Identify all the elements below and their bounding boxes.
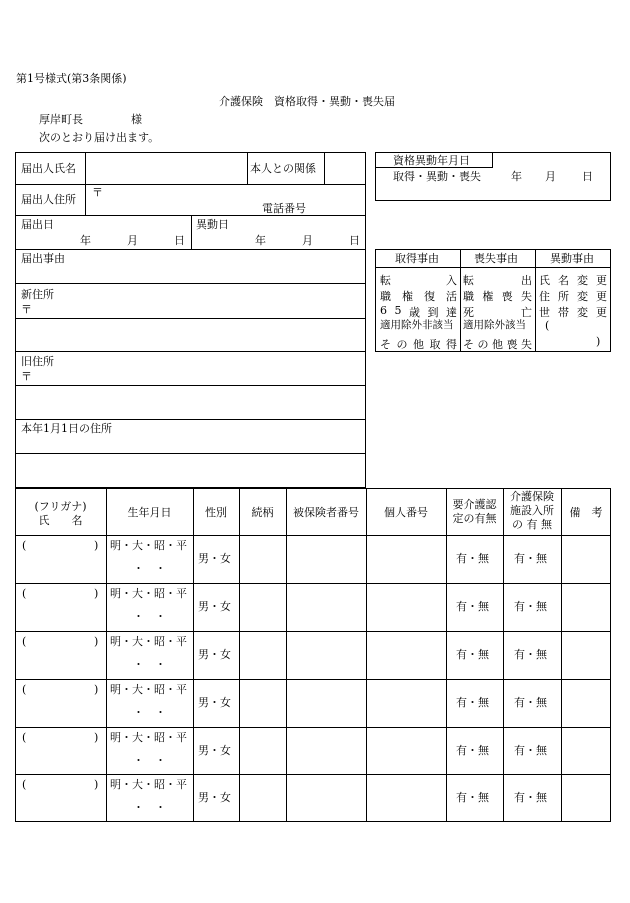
table-row <box>15 774 611 821</box>
loss-reason-item: 転 出 <box>463 274 532 287</box>
form-title: 介護保険 資格取得・異動・喪失届 <box>219 95 395 108</box>
facility-options: 有・無 <box>514 552 547 565</box>
right-year: 年 <box>511 170 522 183</box>
table-row <box>15 535 611 582</box>
acq-reason-item: 職 権 復 活 <box>380 290 457 303</box>
facility-options: 有・無 <box>514 600 547 613</box>
facility-options: 有・無 <box>514 744 547 757</box>
care-cert-options: 有・無 <box>456 744 489 757</box>
sex-options: 男・女 <box>198 648 231 661</box>
name-paren-close: ) <box>94 731 99 744</box>
intro-text: 次のとおり届け出ます。 <box>39 131 160 144</box>
change-reason-item: 世 帯 変 更 <box>539 306 607 319</box>
care-cert-options: 有・無 <box>456 552 489 565</box>
honorific: 様 <box>131 113 142 126</box>
old-address-label: 旧住所 <box>21 355 54 368</box>
col-relation-header: 続柄 <box>251 506 274 519</box>
name-paren-open: ( <box>22 587 27 600</box>
name-paren-close: ) <box>94 635 99 648</box>
table-row <box>15 631 611 678</box>
acq-change-loss-label: 取得・異動・喪失 <box>393 170 481 183</box>
era-options: 明・大・昭・平 <box>110 683 187 696</box>
sex-options: 男・女 <box>198 696 231 709</box>
acq-reason-item: 適用除外非該当 <box>380 319 454 331</box>
change-reason-item: 氏 名 変 更 <box>539 274 607 287</box>
date-dots: ・ ・ <box>133 754 166 767</box>
era-options: 明・大・昭・平 <box>110 731 187 744</box>
applicant-name-label: 届出人氏名 <box>21 162 76 175</box>
care-cert-options: 有・無 <box>456 791 489 804</box>
change-ym-label: 資格異動年月日 <box>393 154 470 167</box>
applicant-address-label: 届出人住所 <box>21 193 76 206</box>
col-personal-no-header: 個人番号 <box>384 506 428 519</box>
table-row <box>15 679 611 726</box>
phone-label: 電話番号 <box>262 202 306 215</box>
loss-reason-item: 適用除外該当 <box>463 319 526 331</box>
sex-options: 男・女 <box>198 744 231 757</box>
right-month: 月 <box>545 170 556 183</box>
name-paren-open: ( <box>22 683 27 696</box>
name-paren-open: ( <box>22 635 27 648</box>
loss-reason-item: そ の 他 喪 失 <box>463 338 532 351</box>
filing-day: 日 <box>174 234 185 247</box>
reason-label: 届出事由 <box>21 252 65 265</box>
acq-reason-item: 6 5 歳 到 達 <box>380 304 457 319</box>
loss-reason-item: 死 亡 <box>463 306 532 319</box>
change-paren-open: ( <box>545 319 550 332</box>
col-facility-header: 介護保険 施設入所 の 有 無 <box>510 490 554 531</box>
change-day: 日 <box>349 234 360 247</box>
col-note-header: 備 考 <box>569 506 603 519</box>
name-paren-open: ( <box>22 731 27 744</box>
facility-options: 有・無 <box>514 648 547 661</box>
change-date-label: 異動日 <box>196 218 229 231</box>
col-insured-no-header: 被保険者番号 <box>293 506 359 519</box>
filing-date-label: 届出日 <box>21 218 54 231</box>
facility-options: 有・無 <box>514 696 547 709</box>
era-options: 明・大・昭・平 <box>110 587 187 600</box>
change-year: 年 <box>255 234 266 247</box>
change-paren-close: ) <box>596 335 601 348</box>
date-dots: ・ ・ <box>133 801 166 814</box>
date-dots: ・ ・ <box>133 610 166 623</box>
col-furigana-header: (フリガナ) 氏 名 <box>34 500 87 527</box>
change-reason-item: 住 所 変 更 <box>539 290 607 303</box>
date-dots: ・ ・ <box>133 706 166 719</box>
form-number: 第1号様式(第3条関係) <box>16 72 127 85</box>
col-sex-header: 性別 <box>205 506 227 519</box>
date-dots: ・ ・ <box>133 562 166 575</box>
acq-reason-item: 転 入 <box>380 274 457 287</box>
right-day: 日 <box>582 170 593 183</box>
facility-options: 有・無 <box>514 791 547 804</box>
acq-reason-header: 取得事由 <box>395 252 439 265</box>
col-care-cert-header: 要介護認 定の有無 <box>452 498 497 525</box>
sex-options: 男・女 <box>198 552 231 565</box>
era-options: 明・大・昭・平 <box>110 778 187 791</box>
name-paren-open: ( <box>22 778 27 791</box>
table-row <box>15 583 611 630</box>
new-address-label: 新住所 <box>21 288 54 301</box>
postal-mark: 〒 <box>92 186 103 199</box>
care-cert-options: 有・無 <box>456 648 489 661</box>
filing-year: 年 <box>80 234 91 247</box>
era-options: 明・大・昭・平 <box>110 635 187 648</box>
name-paren-close: ) <box>94 587 99 600</box>
name-paren-close: ) <box>94 539 99 552</box>
table-row <box>15 727 611 774</box>
acq-reason-item: そ の 他 取 得 <box>380 338 457 351</box>
sex-options: 男・女 <box>198 791 231 804</box>
sex-options: 男・女 <box>198 600 231 613</box>
relation-label: 本人との関係 <box>250 162 316 175</box>
date-dots: ・ ・ <box>133 658 166 671</box>
col-birthdate-header: 生年月日 <box>127 506 172 519</box>
care-cert-options: 有・無 <box>456 600 489 613</box>
name-paren-close: ) <box>94 683 99 696</box>
loss-reason-item: 職 権 喪 失 <box>463 290 532 303</box>
name-paren-close: ) <box>94 778 99 791</box>
name-paren-open: ( <box>22 539 27 552</box>
filing-month: 月 <box>127 234 138 247</box>
change-month: 月 <box>302 234 313 247</box>
jan1-address-label: 本年1月1日の住所 <box>21 422 112 435</box>
change-reason-header: 異動事由 <box>550 252 594 265</box>
old-postal-mark: 〒 <box>21 370 32 383</box>
new-postal-mark: 〒 <box>21 303 32 316</box>
addressee: 厚岸町長 <box>39 113 83 126</box>
era-options: 明・大・昭・平 <box>110 539 187 552</box>
loss-reason-header: 喪失事由 <box>474 252 518 265</box>
care-cert-options: 有・無 <box>456 696 489 709</box>
